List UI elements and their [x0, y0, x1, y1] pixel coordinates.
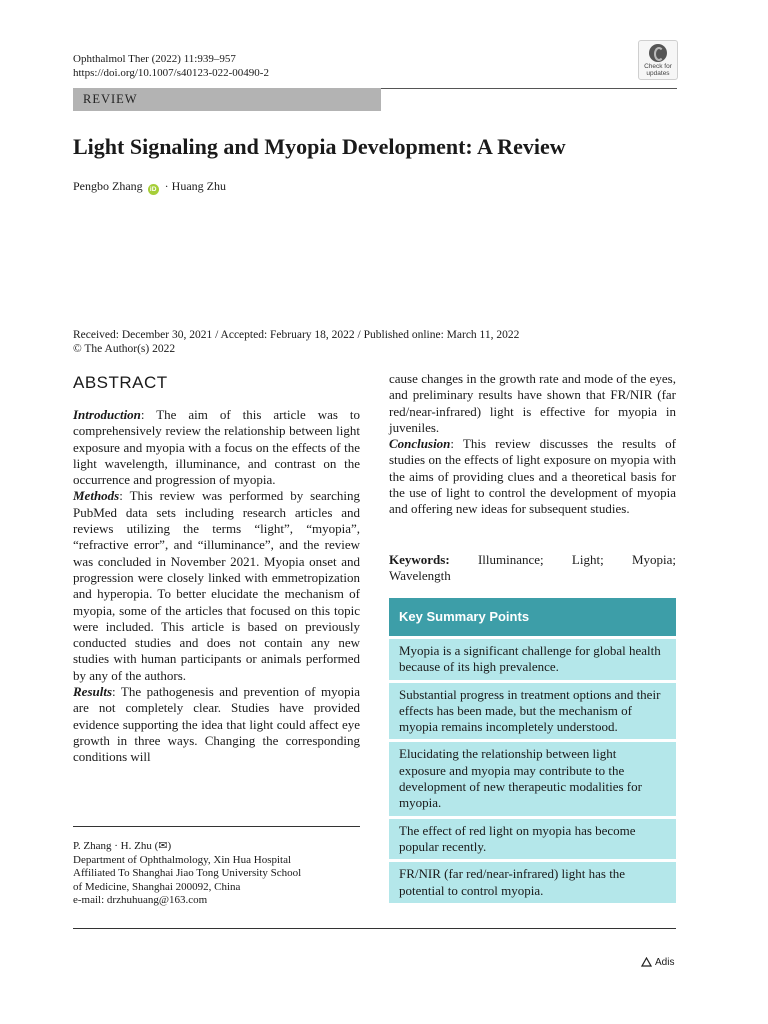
author-name[interactable]: Huang Zhu	[171, 179, 226, 193]
crossmark-icon	[649, 44, 667, 62]
affiliation-line: of Medicine, Shanghai 200092, China	[73, 880, 241, 893]
results-text: : The pathogenesis and prevention of myopia are not completely clear. Studies have provided evidence supporting the idea that light could affect eye growth in three ways. Changing the corresponding conditions will	[73, 684, 360, 765]
methods-label: Methods	[73, 488, 120, 504]
summary-point: The effect of red light on myopia has become popular recently.	[389, 819, 676, 860]
summary-point: Myopia is a significant challenge for global health because of its high prevalence.	[389, 639, 676, 680]
contact-email[interactable]: e-mail: drzhuhuang@163.com	[73, 894, 208, 906]
check-for-updates-text: Check for updates	[644, 63, 672, 77]
abstract-results	[73, 684, 360, 765]
page-footer-rule	[73, 928, 676, 929]
abstract-methods	[73, 488, 360, 684]
keywords	[389, 552, 676, 585]
conclusion-label: Conclusion	[389, 436, 451, 452]
author-affiliation	[73, 840, 301, 908]
abstract-results-continued: cause changes in the growth rate and mode of the eyes, and preliminary results have shown that FR/NIR (far red/near-infrared) light is effective for myopia in juveniles.	[389, 371, 676, 435]
key-summary-points-box	[389, 598, 676, 903]
abstract-conclusion	[389, 436, 676, 517]
affiliation-line: Affiliated To Shanghai Jiao Tong University School	[73, 867, 302, 879]
journal-citation	[73, 52, 269, 80]
summary-point: Elucidating the relationship between light exposure and myopia may contribute to the development of new therapeutic modalities for myopia.	[389, 742, 676, 815]
introduction-text: : The aim of this article was to comprehensively review the relationship between light exposure and myopia with a focus on the effects of the light wavelength, illuminance, and contrast on the occurrence and progression of myopia.	[73, 407, 360, 488]
author-name[interactable]: Pengbo Zhang	[73, 179, 143, 193]
publisher-logo	[641, 956, 674, 970]
summary-point: Substantial progress in treatment options and their effects has been made, but the mechanism of myopia remains incompletely understood.	[389, 683, 676, 740]
copyright-line: © The Author(s) 2022	[73, 343, 176, 355]
author-separator: ·	[164, 179, 169, 193]
keywords-label: Keywords:	[389, 552, 450, 567]
dates-line: Received: December 30, 2021 / Accepted: February 18, 2022 / Published online: March 11, 2022	[73, 329, 520, 341]
abstract-introduction	[73, 407, 360, 488]
check-for-updates-badge[interactable]	[638, 40, 678, 80]
results-label: Results	[73, 684, 113, 700]
methods-text: : This review was performed by searching PubMed data sets including research articles and reviews utilizing the terms “light”, “myopia”, “refractive error”, and “illuminance”, and the review was concluded in November 2021. Myopia onset and progression were closely linked with emmetropization and hyperopia. To better elucidate the mechanism of myopia, some of the articles that focused on this topic were included. This article is based on previously conducted studies and does not contain any new studies with human participants or animals performed by any of the authors.	[73, 488, 360, 683]
abstract-heading: ABSTRACT	[73, 373, 168, 392]
affiliation-authors: P. Zhang · H. Zhu (✉)	[73, 840, 172, 852]
key-summary-heading: Key Summary Points	[389, 598, 676, 636]
doi-link[interactable]: https://doi.org/10.1007/s40123-022-00490-2	[73, 67, 269, 79]
orcid-icon[interactable]: iD	[148, 184, 159, 195]
publisher-name: Adis	[655, 957, 675, 968]
journal-reference: Ophthalmol Ther (2022) 11:939–957	[73, 53, 236, 65]
keywords-last-term: Wavelength	[389, 568, 451, 584]
abstract-right-column	[389, 371, 676, 518]
section-type-bar: REVIEW	[73, 88, 381, 111]
author-list	[73, 178, 226, 195]
adis-triangle-icon	[641, 957, 652, 967]
summary-point: FR/NIR (far red/near-infrared) light has the potential to control myopia.	[389, 862, 676, 903]
affiliation-line: Department of Ophthalmology, Xin Hua Hospital	[73, 853, 292, 866]
publication-dates	[73, 328, 519, 356]
keywords-terms: Illuminance; Light; Myopia;	[477, 552, 676, 567]
article-title: Light Signaling and Myopia Development: A Review	[73, 134, 566, 159]
header-divider	[381, 88, 677, 89]
introduction-label: Introduction	[73, 407, 141, 422]
conclusion-text: : This review discusses the results of studies on the effects of light exposure on myopia with the aims of providing clues and a theoretical basis for the use of light to control the development of myopia and offering new ideas for subsequent studies.	[389, 436, 676, 517]
footnote-divider	[73, 826, 360, 827]
abstract-left-column	[73, 407, 360, 766]
